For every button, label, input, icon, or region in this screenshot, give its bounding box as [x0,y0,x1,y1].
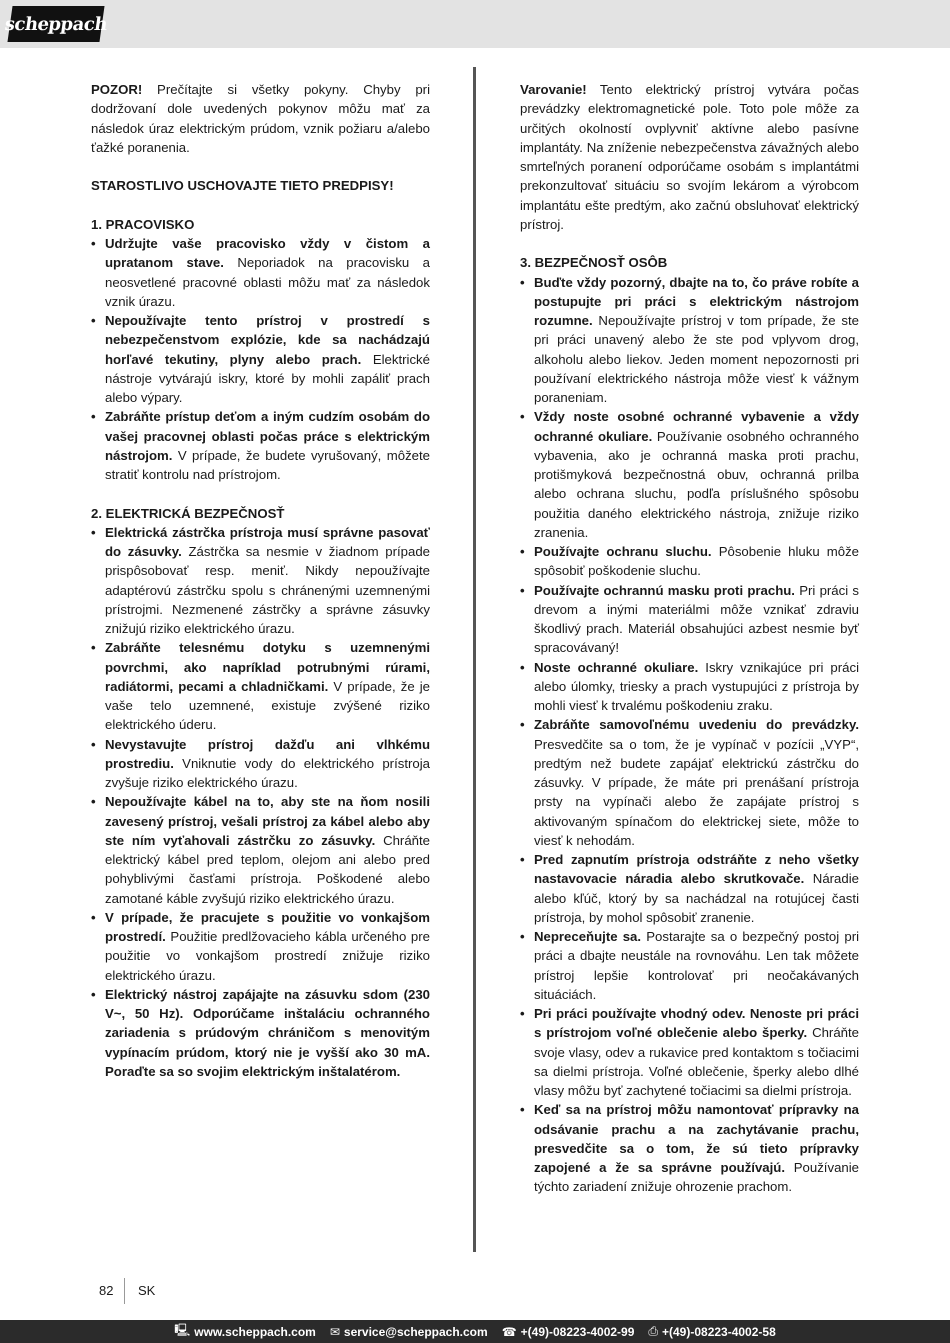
emf-warning-paragraph [520,80,859,234]
list-item [520,273,859,408]
page-number-divider [124,1278,125,1304]
item-text: Používanie týchto zariadení znižuje ohrozenie prachom. [534,1160,860,1195]
footer-email[interactable] [330,1325,488,1339]
item-bold: Nepoužívajte tento prístroj v prostredí s nebezpečenstvom explózie, kde sa nachádzajú horľavé tekutiny, plyny alebo prach. [105,313,430,367]
footer-fax-text: +(49)-08223-4002-58 [662,1324,776,1339]
item-text: Nepoužívajte prístroj v tom prípade, že ste pri práci unavený alebo že ste pod vplyvom drog, alkoholu alebo liekov. Jeden moment nepozornosti pri používaní elektrického nástroja môže viesť k vážnym poraneniam. [534,313,859,405]
item-text: Chráňte elektrický kábel pred teplom, olejom ani alebo pred pohyblivými časťami prístroja. Poškodené alebo zamotané káble zvyšujú riziko elektrického úrazu. [105,832,430,906]
page-number: 82 [99,1283,114,1298]
section-3-list [520,273,859,1197]
item-bold: Používajte ochrannú masku proti prachu. [534,582,795,598]
item-bold: Vždy noste osobné ochranné vybavenie a vždy ochranné okuliare. [534,409,859,444]
item-bold: Elektrický nástroj zapájajte na zásuvku sdom (230 V~, 50 Hz). Odporúčame inštaláciu ochranného zariadenia s prúdovým chráničom s menovitým vypínacím prúdom, ktorý nie je vyšší ako 30 mA. Poraďte sa so svojim elektrickým inštalatérom. [105,986,430,1079]
section-2-heading: 2. ELEKTRICKÁ BEZPEČNOSŤ [91,505,285,521]
list-item [91,735,430,793]
item-text: Zástrčka sa nesmie v žiadnom prípade prispôsobovať resp. meniť. Nikdy nepoužívajte adaptérovú zástrčku spolu s chránenými uzemnenými prístrojmi. Nezmenené zástrčky a správne zásuvky znižujú riziko elektrického úrazu. [105,544,431,636]
list-item [91,638,430,734]
section-1-list [91,234,430,484]
item-text: Vniknutie vody do elektrického prístroja zvyšuje riziko elektrického úrazu. [105,755,430,790]
keep-instructions-heading: STAROSTLIVO USCHOVAJTE TIETO PREDPISY! [91,178,394,194]
phone-icon: ☎ [501,1324,517,1339]
item-text: Neporiadok na pracovisku a neosvetlené pracovné oblasti môžu mať za následok vznik úrazu. [105,255,430,309]
computer-icon: 🖳 [174,1323,191,1337]
warning-label: POZOR! [91,82,143,97]
item-text: V prípade, že budete vyrušovaný, môžete stratiť kontrolu nad prístrojom. [105,447,430,482]
fax-icon: ⎙ [648,1324,658,1338]
item-text: Použitie predlžovacieho kábla určeného pre použitie vo vonkajšom prostredí znižuje riziko elektrického úrazu. [105,929,430,983]
list-item [520,407,859,542]
item-bold: Zabráňte prístup deťom a iným cudzím osobám do vašej pracovnej oblasti počas práce s elektrickým nástrojom. [105,409,430,463]
item-text: V prípade, že je vaše telo uzemnené, existuje zvýšené riziko elektrického úderu. [105,678,430,733]
warning-text: Tento elektrický prístroj vytvára počas prevádzky elektromagnetické pole. Toto pole môže za určitých okolností ovplyvniť aktívne alebo pasívne implantáty. Na zníženie nebezpečenstva závažných alebo smrteľných poranení odporúčame osobám s implantátmi prekonzultovať situáciu so svojím lekárom a výrobcom implantátu ešte predtým, ako začnú obsluhovať elektrický prístroj. [520,82,859,232]
list-item [520,542,859,581]
list-item [91,908,430,985]
list-item [520,581,859,658]
column-divider [473,67,476,1252]
section-2-list [91,523,430,1081]
item-text: Používanie osobného ochranného vybavenia, ako je ochranná maska proti prachu, protišmyková bezpečnostná obuv, ochranná prilba alebo ochrana sluchu, podľa príslušného spôsobu použitia daného elektrického nástroja, znižuje riziko zranenia. [534,428,859,540]
item-bold: Používajte ochranu sluchu. [534,544,712,559]
item-bold: Buďte vždy pozorný, dbajte na to, čo práve robíte a postupujte pri práci s elektrickým nástrojom rozumne. [534,274,859,328]
list-item [520,1004,859,1100]
brand-logo: scheppach [7,6,104,42]
item-text: Elektrické nástroje vytvárajú iskry, ktoré by mohli zapáliť prach alebo výpary. [105,351,430,405]
mail-icon: ✉ [329,1324,340,1339]
header-bar [0,0,950,48]
right-column [520,80,859,1197]
item-text: Pri práci s drevom a inými materiálmi môže vznikať zdraviu škodlivý prach. Materiál obsahujúci azbest nesmie byť spracovávaný! [534,582,859,656]
item-text: Náradie alebo kľúč, ktorý by sa nachádzal na rotujúcej časti prístroja, by mohol spôsobiť zranenie. [534,871,859,925]
footer-fax[interactable] [648,1324,775,1339]
item-bold: Pred zapnutím prístroja odstráňte z neho všetky nastavovacie náradia alebo skrutkovače. [534,852,859,887]
list-item [520,658,859,716]
item-text: Chráňte svoje vlasy, odev a rukavice pred kontaktom s točiacimi sa dielmi prístroja. Voľné oblečenie, šperky alebo dlhé vlasy môžu byť zachytené točiacimi sa dielmi prístroja. [534,1025,859,1098]
warning-text: Prečítajte si všetky pokyny. Chyby pri dodržovaní dole uvedených pokynov môžu mať za následok úraz elektrickým prúdom, vznik požiaru a/alebo ťažké poranenia. [91,82,430,155]
footer-phone[interactable] [502,1325,635,1339]
section-3-heading: 3. BEZPEČNOSŤ OSÔB [520,255,668,271]
list-item [520,927,859,1004]
list-item [520,715,859,850]
warning-paragraph [91,80,430,157]
item-bold: Keď sa na prístroj môžu namontovať prípravky na odsávanie prachu a na zachytávanie prachu, presvedčite sa o tom, že sú tieto prípravky zapojené a že sa správne používajú. [534,1102,859,1175]
item-bold: Udržujte vaše pracovisko vždy v čistom a upratanom stave. [105,236,430,271]
item-bold: Zabráňte samovoľnému uvedeniu do prevádzky. [534,717,859,733]
item-bold: Pri práci používajte vhodný odev. Nenoste pri práci s prístrojom voľné oblečenie alebo šperky. [534,1006,859,1041]
footer-web-text: www.scheppach.com [194,1324,316,1339]
list-item [91,311,430,407]
warning-label: Varovanie! [520,82,587,97]
item-text: Presvedčite sa o tom, že je vypínač v pozícii „VYP“, predtým než budete zapájať elektrickú zástrčku do zásuvky. V prípade, že máte pri prenášaní prístroja prsty na vypínači alebo že zapájate prístroj s aktivovaným spínačom do elektrickej siete, môže to viesť k nehodám. [534,736,859,848]
section-1-heading: 1. PRACOVISKO [91,216,195,232]
item-text: Pôsobenie hluku môže spôsobiť poškodenie sluchu. [534,544,859,579]
list-item [91,792,430,908]
item-bold: Noste ochranné okuliare. [534,659,699,675]
footer-bar [0,1320,950,1343]
item-text: Iskry vznikajúce pri práci alebo úlomky, triesky a prach vystupujúci z prístroja by mohli viesť k trvalému poškodeniu zraku. [534,659,860,713]
footer-web[interactable] [174,1321,316,1342]
language-code: SK [138,1283,156,1298]
item-bold: V prípade, že pracujete s použitie vo vonkajšom prostredí. [105,909,430,944]
item-bold: Nepreceňujte sa. [534,929,642,944]
list-item [520,850,859,927]
footer-phone-text: +(49)-08223-4002-99 [520,1324,635,1339]
list-item [520,1100,859,1196]
item-bold: Nevystavujte prístroj dažďu ani vlhkému prostrediu. [105,736,430,771]
item-bold: Nepoužívajte kábel na to, aby ste na ňom nosili zavesený prístroj, vešali prístroj za kábel alebo aby ste ním vyťahovali zástrčku zo zásuvky. [105,794,430,848]
list-item [91,523,430,639]
left-column [91,80,430,1081]
item-text: Postarajte sa o bezpečný postoj pri práci a dbajte neustále na rovnováhu. Len tak môžete prístroj lepšie kontrolovať pri neočakávaných situáciách. [534,929,860,1002]
list-item [91,985,430,1081]
footer-email-text: service@scheppach.com [343,1324,488,1339]
item-bold: Elektrická zástrčka prístroja musí správne pasovať do zásuvky. [105,524,430,559]
item-bold: Zabráňte telesnému dotyku s uzemnenými povrchmi, ako napríklad potrubnými rúrami, radiátormi, pecami a chladničkami. [105,640,430,694]
list-item [91,407,430,484]
list-item [91,234,430,311]
